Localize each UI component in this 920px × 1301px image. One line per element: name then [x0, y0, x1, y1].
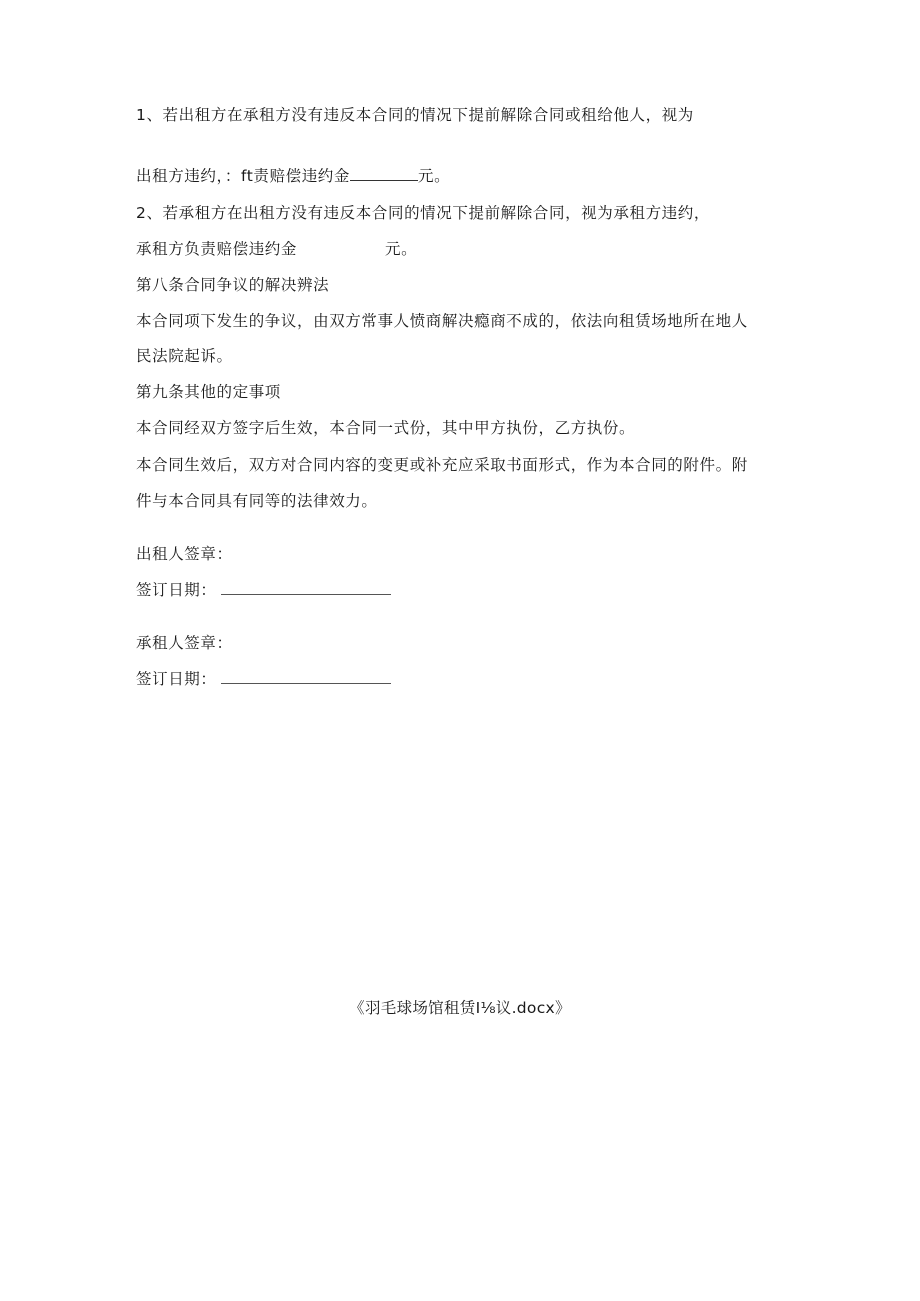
- lessor-date-label: 签订日期：: [136, 581, 217, 599]
- clause-1-line-1: 1、若出租方在承租方没有违反本合同的情况下提前解除合同或租给他人，视为: [136, 106, 694, 124]
- clause-1-line-2: [136, 166, 450, 186]
- lessee-date-row: [136, 669, 391, 689]
- clause-2-penalty-text: 承租方负责赔偿违约金: [136, 240, 298, 258]
- article-8-body-line-1: 本合同项下发生的争议，由双方常事人愤商解决瘾商不成的，依法向租赁场地所在地人: [136, 312, 748, 330]
- article-8-body-line-2: 民法院起诉。: [136, 347, 233, 365]
- clause-1-penalty-text: 出租方违约，：ft责赔偿违约金: [136, 167, 351, 185]
- article-9-title: 第九条其他的定事项: [136, 383, 281, 401]
- article-9-body-2-line-1: 本合同生效后，双方对合同内容的变更或补充应采取书面形式，作为本合同的附件。附: [136, 456, 748, 474]
- clause-2-unit: 元。: [385, 240, 418, 258]
- article-9-body-1: 本合同经双方签字后生效，本合同一式份，其中甲方执份，乙方执份。: [136, 419, 636, 437]
- lessee-date-line: [221, 669, 391, 684]
- clause-2-line-1: 2、若承租方在出租方没有违反本合同的情况下提前解除合同，视为承租方违约，: [136, 204, 710, 222]
- article-9-body-2-line-2: 件与本合同具有同等的法律效力。: [136, 492, 378, 510]
- lessor-signature-label: 出租人签章：: [136, 545, 233, 563]
- lessee-date-label: 签订日期：: [136, 670, 217, 688]
- clause-2-line-2: [136, 239, 417, 259]
- clause-1-penalty-blank: [350, 166, 418, 181]
- lessor-date-line: [221, 580, 391, 595]
- lessor-date-row: [136, 580, 391, 600]
- article-8-title: 第八条合同争议的解决辨法: [136, 276, 330, 294]
- lessee-signature-label: 承租人签章：: [136, 634, 233, 652]
- document-footer-title: 《羽毛球场馆租赁I⅛议.docx》: [349, 999, 571, 1017]
- clause-1-unit: 元。: [418, 167, 451, 185]
